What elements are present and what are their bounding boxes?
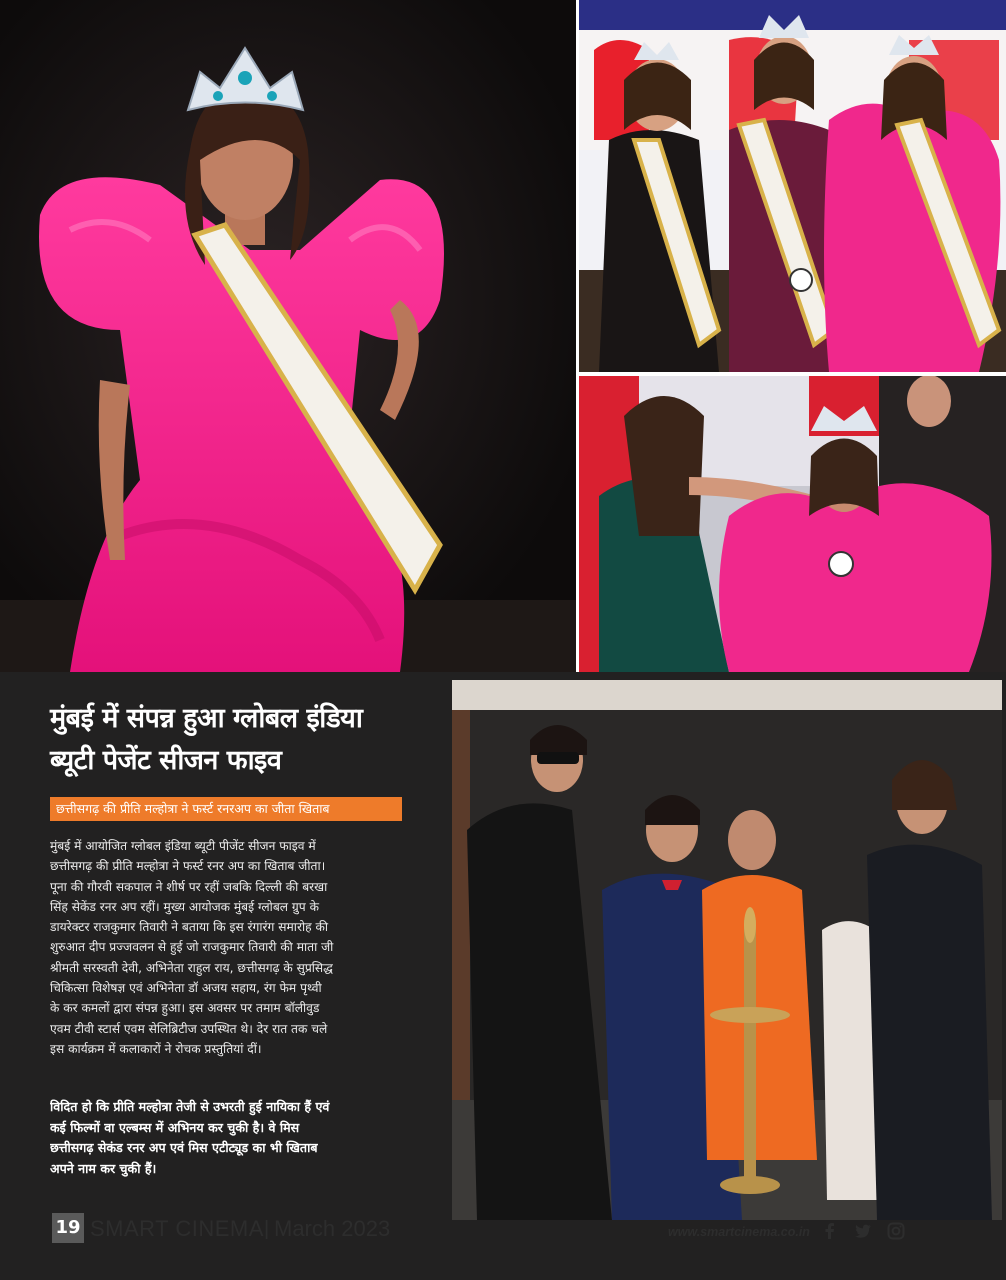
headline-line-2: ब्यूटी पेजेंट सीजन फाइव	[50, 745, 282, 776]
closing-line: कई फिल्मों वा एल्बम्स में अभिनय कर चुकी है। वे मिस	[50, 1119, 300, 1135]
issue-date: March 2023	[274, 1216, 391, 1241]
website-link[interactable]: www.smartcinema.co.in	[668, 1225, 810, 1239]
article-body	[50, 836, 442, 1059]
body-line: मुंबई में आयोजित ग्लोबल इंडिया ब्यूटी पीजेंट सीजन फाइव में	[50, 839, 316, 853]
closing-line: छत्तीसगढ़ सेकंड रनर अप एवं मिस एटीट्यूड का भी खिताब	[50, 1140, 318, 1155]
body-line: श्रीमती सरस्वती देवी, अभिनेता राहुल राय, छत्तीसगढ़ के सुप्रसिद्ध	[50, 960, 333, 975]
closing-line: अपने नाम कर चुकी हैं।	[50, 1160, 157, 1176]
lamp-lighting-photo	[452, 680, 1002, 1220]
subheading-banner: छत्तीसगढ़ की प्रीति मल्होत्रा ने फर्स्ट रनरअप का जीता खिताब	[50, 797, 402, 821]
body-line: पूना की गौरवी सकपाल ने शीर्ष पर रहीं जबकि दिल्ली की बरखा	[50, 879, 328, 894]
article-closing	[50, 1097, 442, 1179]
winner-portrait-photo	[0, 0, 576, 672]
crowning-photo	[579, 376, 1006, 672]
facebook-icon[interactable]	[820, 1221, 840, 1241]
body-line: इस कार्यक्रम में कलाकारों ने रोचक प्रस्तुतियां दीं।	[50, 1041, 262, 1056]
footer-separator: |	[264, 1218, 270, 1240]
twitter-icon[interactable]	[853, 1221, 873, 1241]
body-line: सिंह सेकेंड रनर अप रहीं। मुख्य आयोजक मुंबई ग्लोबल ग्रुप के	[50, 899, 319, 914]
closing-line: विदित हो कि प्रीति मल्होत्रा तेजी से उभरती हुई नायिका हैं एवं	[50, 1099, 330, 1114]
body-line: के कर कमलों द्वारा संपन्न हुआ। इस अवसर पर तमाम बॉलीवुड	[50, 1001, 320, 1016]
three-winners-photo	[579, 0, 1006, 372]
instagram-icon[interactable]	[886, 1221, 906, 1241]
page-number: 19	[52, 1213, 84, 1243]
magazine-name: SMART CINEMA	[90, 1216, 264, 1241]
headline-line-1: मुंबई में संपन्न हुआ ग्लोबल इंडिया	[50, 703, 363, 734]
body-line: डायरेक्टर राजकुमार तिवारी ने बताया कि इस रंगारंग समारोह की	[50, 920, 328, 935]
body-line: शुरुआत दीप प्रज्जवलन से हुई जो राजकुमार तिवारी की माता जी	[50, 940, 334, 955]
body-line: चिकित्सा विशेषज्ञ एवं अभिनेता डॉ अजय सहाय, रंग फेम पृथ्वी	[50, 981, 322, 996]
body-line: एवम टीवी स्टार्स एवम सेलिब्रिटीज उपस्थित थे। देर रात तक चले	[50, 1021, 328, 1036]
body-line: छत्तीसगढ़ की प्रीति मल्होत्रा ने फर्स्ट रनर अप का खिताब जीता।	[50, 859, 326, 874]
